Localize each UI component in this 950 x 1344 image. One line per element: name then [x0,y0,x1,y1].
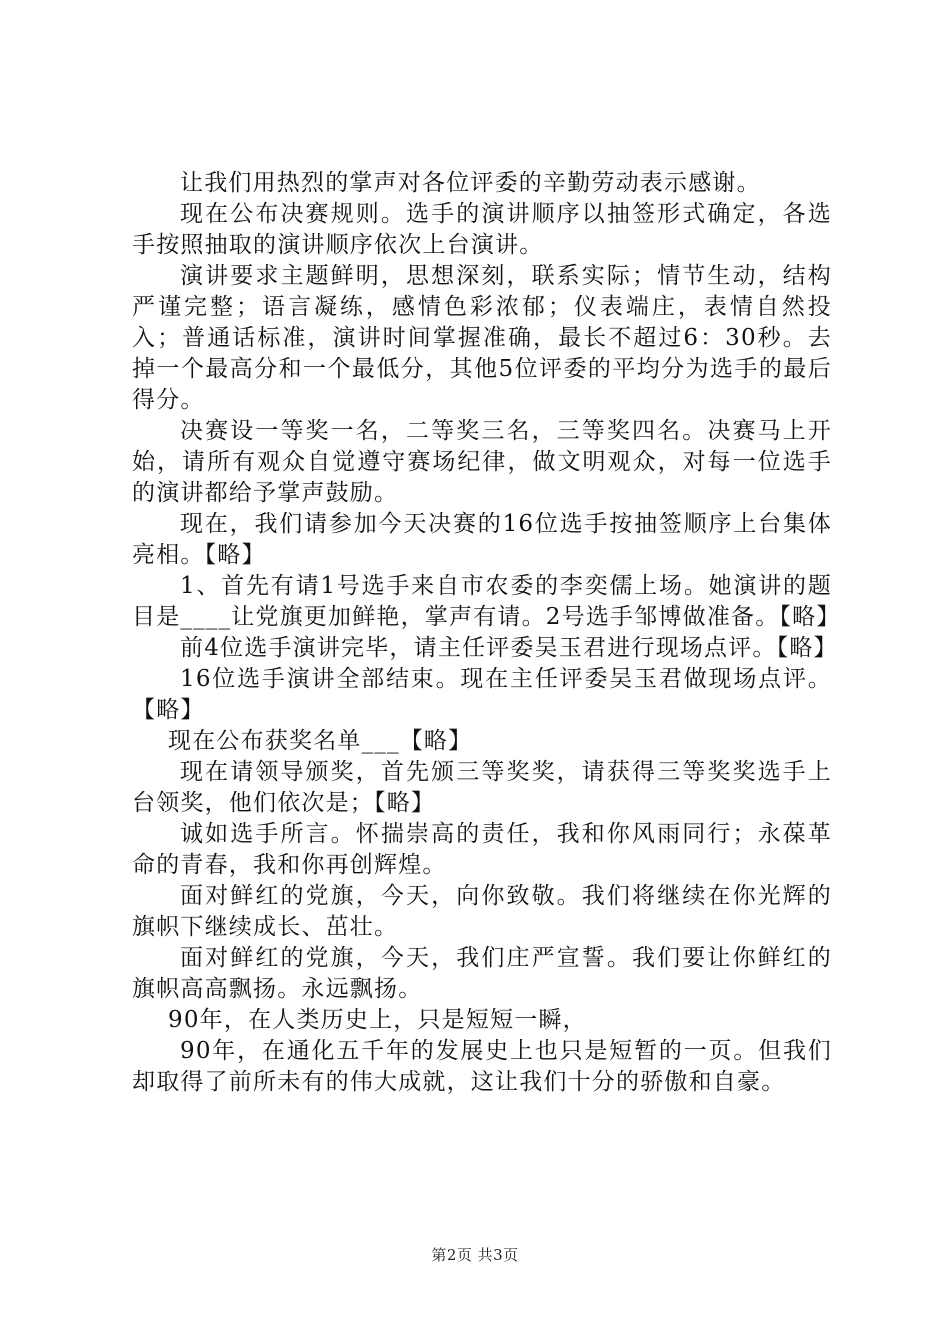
paragraph: 前4位选手演讲完毕，请主任评委吴玉君进行现场点评。【略】 [180,635,838,661]
paragraph: 现在公布决赛规则。选手的演讲顺序以抽签形式确定，各选手按照抽取的演讲顺序依次上台演讲。 [132,201,832,258]
paragraph: 面对鲜红的党旗，今天，向你致敬。我们将继续在你光辉的旗帜下继续成长、茁壮。 [132,883,832,940]
paragraph: 诚如选手所言。怀揣崇高的责任，我和你风雨同行；永葆革命的青春，我和你再创辉煌。 [132,821,832,878]
paragraph: 让我们用热烈的掌声对各位评委的辛勤劳动表示感谢。 [180,170,761,196]
paragraph: 现在请领导颁奖，首先颁三等奖奖，请获得三等奖奖选手上台领奖，他们依次是；【略】 [132,759,832,816]
page-number-footer: 第2页 共3页 [431,1246,519,1264]
paragraph: 决赛设一等奖一名，二等奖三名，三等奖四名。决赛马上开始，请所有观众自觉遵守赛场纪律，做文明观众，对每一位选手的演讲都给予掌声鼓励。 [132,418,832,506]
document-body [132,168,841,1098]
paragraph: 现在，我们请参加今天决赛的16位选手按抽签顺序上台集体亮相。【略】 [132,511,832,568]
paragraph: 90年，在人类历史上，只是短短一瞬， [168,1007,587,1033]
paragraph: 演讲要求主题鲜明，思想深刻，联系实际；情节生动，结构严谨完整；语言凝练，感情色彩浓郁；仪表端庄，表情自然投入；普通话标准，演讲时间掌握准确，最长不超过6：30秒。去掉一个最高分和一个最低分，其他5位评委的平均分为选手的最后得分。 [132,263,832,413]
paragraph: 1、首先有请1号选手来自市农委的李奕儒上场。她演讲的题目是____让党旗更加鲜艳，掌声有请。2号选手邹博做准备。【略】 [132,573,841,630]
paragraph: 面对鲜红的党旗，今天，我们庄严宣誓。我们要让你鲜红的旗帜高高飘扬。永远飘扬。 [132,945,832,1002]
paragraph: 90年，在通化五千年的发展史上也只是短暂的一页。但我们却取得了前所未有的伟大成就，这让我们十分的骄傲和自豪。 [132,1038,832,1095]
paragraph: 现在公布获奖名单___【略】 [168,728,473,754]
paragraph: 16位选手演讲全部结束。现在主任评委吴玉君做现场点评。【略】 [132,666,832,723]
